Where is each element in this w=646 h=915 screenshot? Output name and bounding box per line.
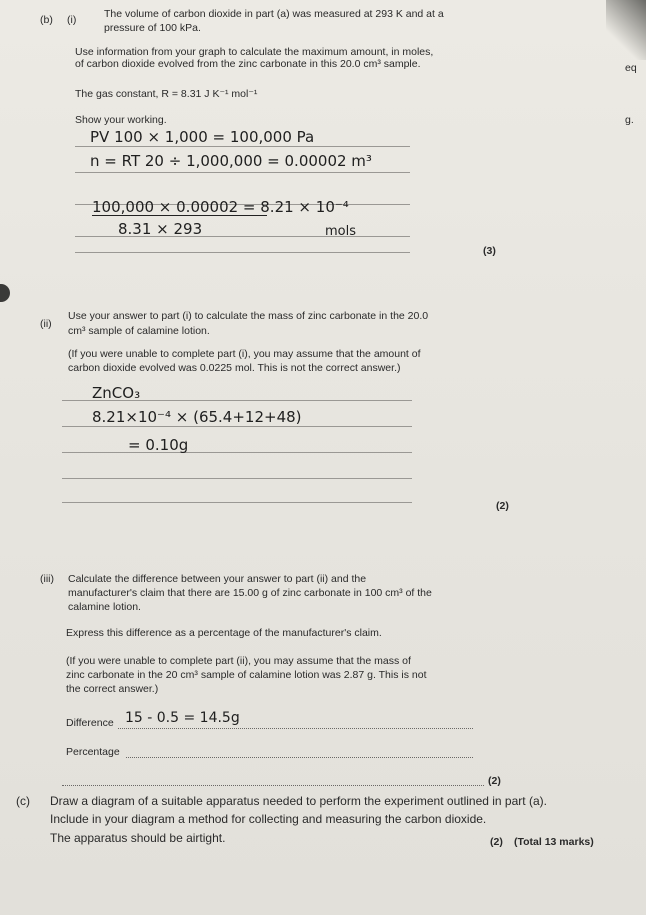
sub-iii-label: (iii) [40, 573, 54, 585]
marks-iii: (2) [488, 775, 501, 787]
marks-ii: (2) [496, 500, 509, 512]
part-c-line-2: Include in your diagram a method for collecting and measuring the carbon dioxide. [50, 812, 487, 826]
percentage-line [126, 757, 473, 758]
ii-note-1: (If you were unable to complete part (i), you may assume that the amount of [68, 348, 421, 360]
ii-line-1: Use your answer to part (i) to calculate the mass of zinc carbonate in the 20.0 [68, 310, 429, 322]
ii-line-2: cm³ sample of calamine lotion. [68, 325, 210, 337]
working-line-4: 8.31 × 293 [118, 220, 203, 238]
part-c-line-3: The apparatus should be airtight. [50, 831, 226, 845]
sub-i-label: (i) [67, 14, 77, 26]
part-c-label: (c) [16, 794, 30, 808]
answer-line [62, 452, 412, 453]
working-line-1: PV 100 × 1,000 = 100,000 Pa [90, 128, 315, 146]
answer-line [62, 478, 412, 479]
difference-answer: 15 - 0.5 = 14.5g [125, 710, 240, 726]
intro-line-2: pressure of 100 kPa. [104, 22, 201, 34]
working-line-3: 100,000 × 0.00002 = 8.21 × 10⁻⁴ [92, 198, 349, 216]
answer-line [75, 146, 410, 147]
ii-work-line-3: = 0.10g [128, 436, 189, 454]
answer-line [75, 172, 410, 173]
fraction-bar [92, 215, 267, 216]
iii-note-3: the correct answer.) [66, 683, 159, 695]
total-marks: (Total 13 marks) [514, 836, 594, 848]
use-line-1: Use information from your graph to calculate the maximum amount, in moles, [75, 46, 434, 58]
sub-ii-label: (ii) [40, 318, 52, 330]
working-line-2: n = RT 20 ÷ 1,000,000 = 0.00002 m³ [90, 152, 372, 170]
iii-line-3: calamine lotion. [68, 601, 141, 613]
ii-work-line-2: 8.21×10⁻⁴ × (65.4+12+48) [92, 408, 302, 426]
use-line-2: of carbon dioxide evolved from the zinc carbonate in this 20.0 cm³ sample. [75, 58, 421, 70]
iii-line-2: manufacturer's claim that there are 15.00 g of zinc carbonate in 100 cm³ of the [68, 587, 432, 599]
part-b-label: (b) [40, 14, 53, 26]
intro-line-1: The volume of carbon dioxide in part (a) was measured at 293 K and at a [104, 8, 444, 20]
gas-constant: The gas constant, R = 8.31 J K⁻¹ mol⁻¹ [75, 88, 258, 100]
answer-line [75, 252, 410, 253]
punch-hole [0, 284, 10, 302]
answer-line [62, 502, 412, 503]
express-line: Express this difference as a percentage of the manufacturer's claim. [66, 627, 382, 639]
marks-i: (3) [483, 245, 496, 257]
margin-eq: eq [625, 62, 637, 74]
margin-g: g. [625, 114, 634, 126]
iii-note-2: zinc carbonate in the 20 cm³ sample of calamine lotion was 2.87 g. This is not [66, 669, 427, 681]
ii-work-line-1: ZnCO₃ [92, 384, 141, 402]
page-edge-shadow [606, 0, 646, 60]
part-c-line-1: Draw a diagram of a suitable apparatus needed to perform the experiment outlined in part (a). [50, 794, 547, 808]
iii-note-1: (If you were unable to complete part (ii), you may assume that the mass of [66, 655, 411, 667]
show-working: Show your working. [75, 114, 167, 126]
ii-note-2: carbon dioxide evolved was 0.0225 mol. This is not the correct answer.) [68, 362, 401, 374]
answer-line [62, 426, 412, 427]
difference-label: Difference [66, 717, 114, 729]
difference-line [118, 728, 473, 729]
working-line-5: mols [325, 224, 357, 239]
final-answer-line [62, 785, 484, 786]
percentage-label: Percentage [66, 746, 120, 758]
iii-line-1: Calculate the difference between your answer to part (ii) and the [68, 573, 367, 585]
marks-c: (2) [490, 836, 503, 848]
